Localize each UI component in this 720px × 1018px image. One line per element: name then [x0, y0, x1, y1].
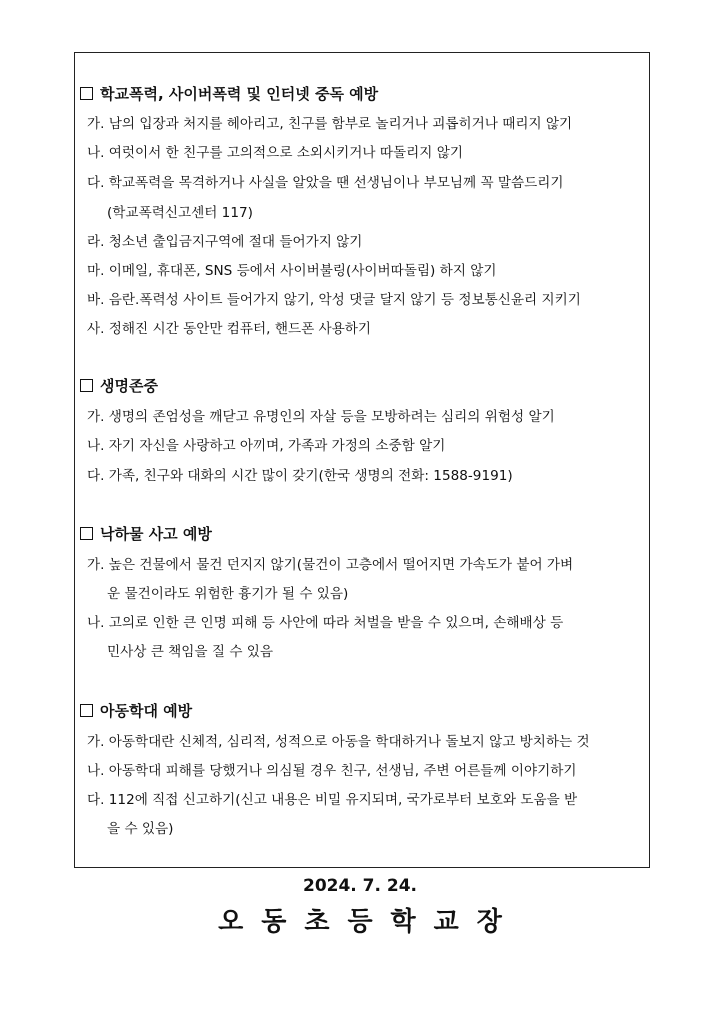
section-heading-text: 학교폭력, 사이버폭력 및 인터넷 중독 예방	[100, 85, 379, 103]
issue-date: 2024. 7. 24.	[302, 876, 417, 896]
checkbox-icon	[80, 527, 93, 540]
list-item: 가. 생명의 존엄성을 깨닫고 유명인의 자살 등을 모방하려는 심리의 위험성 알기	[87, 409, 555, 425]
list-item: 바. 음란.폭력성 사이트 들어가지 않기, 악성 댓글 달지 않기 등 정보통신윤리 지키기	[87, 292, 581, 308]
list-item-continuation: 운 물건이라도 위험한 흉기가 될 수 있음)	[107, 586, 349, 602]
signer-name: 오동초등학교장	[218, 907, 520, 937]
list-item: 다. 112에 직접 신고하기(신고 내용은 비밀 유지되며, 국가로부터 보호와 도움을 받	[87, 792, 578, 808]
section-heading	[80, 82, 378, 106]
section-heading-text: 낙하물 사고 예방	[100, 525, 212, 543]
section-heading	[80, 374, 158, 398]
list-item: 다. 가족, 친구와 대화의 시간 많이 갖기(한국 생명의 전화: 1588-9191)	[87, 468, 513, 484]
list-item: 다. 학교폭력을 목격하거나 사실을 알았을 땐 선생님이나 부모님께 꼭 말씀드리기	[87, 175, 564, 191]
list-item: 사. 정해진 시간 동안만 컴퓨터, 핸드폰 사용하기	[87, 321, 372, 337]
section-heading	[80, 699, 192, 723]
list-item: 나. 고의로 인한 큰 인명 피해 등 사안에 따라 처벌을 받을 수 있으며, 손해배상 등	[87, 615, 564, 631]
list-item: 가. 아동학대란 신체적, 심리적, 성적으로 아동을 학대하거나 돌보지 않고 방치하는 것	[87, 734, 590, 750]
section-heading-text: 생명존중	[100, 377, 158, 395]
list-item: 가. 남의 입장과 처지를 헤아리고, 친구를 함부로 놀리거나 괴롭히거나 때리지 않기	[87, 116, 573, 132]
section-heading-text: 아동학대 예방	[100, 702, 193, 720]
section-heading	[80, 522, 212, 546]
notice-box	[74, 52, 650, 868]
checkbox-icon	[80, 704, 93, 717]
list-item-continuation: 을 수 있음)	[107, 821, 174, 837]
list-item: 나. 아동학대 피해를 당했거나 의심될 경우 친구, 선생님, 주변 어른들께 이야기하기	[87, 763, 577, 779]
list-item: 라. 청소년 출입금지구역에 절대 들어가지 않기	[87, 234, 363, 250]
checkbox-icon	[80, 379, 93, 392]
list-item: 나. 여럿이서 한 친구를 고의적으로 소외시키거나 따돌리지 않기	[87, 145, 463, 161]
list-item: 나. 자기 자신을 사랑하고 아끼며, 가족과 가정의 소중함 알기	[87, 438, 446, 454]
checkbox-icon	[80, 87, 93, 100]
list-item: 마. 이메일, 휴대폰, SNS 등에서 사이버불링(사이버따돌림) 하지 않기	[87, 263, 497, 279]
list-item-continuation: (학교폭력신고센터 117)	[107, 205, 253, 221]
list-item-continuation: 민사상 큰 책임을 질 수 있음	[107, 644, 274, 660]
list-item: 가. 높은 건물에서 물건 던지지 않기(물건이 고층에서 떨어지면 가속도가 붙어 가벼	[87, 557, 574, 573]
